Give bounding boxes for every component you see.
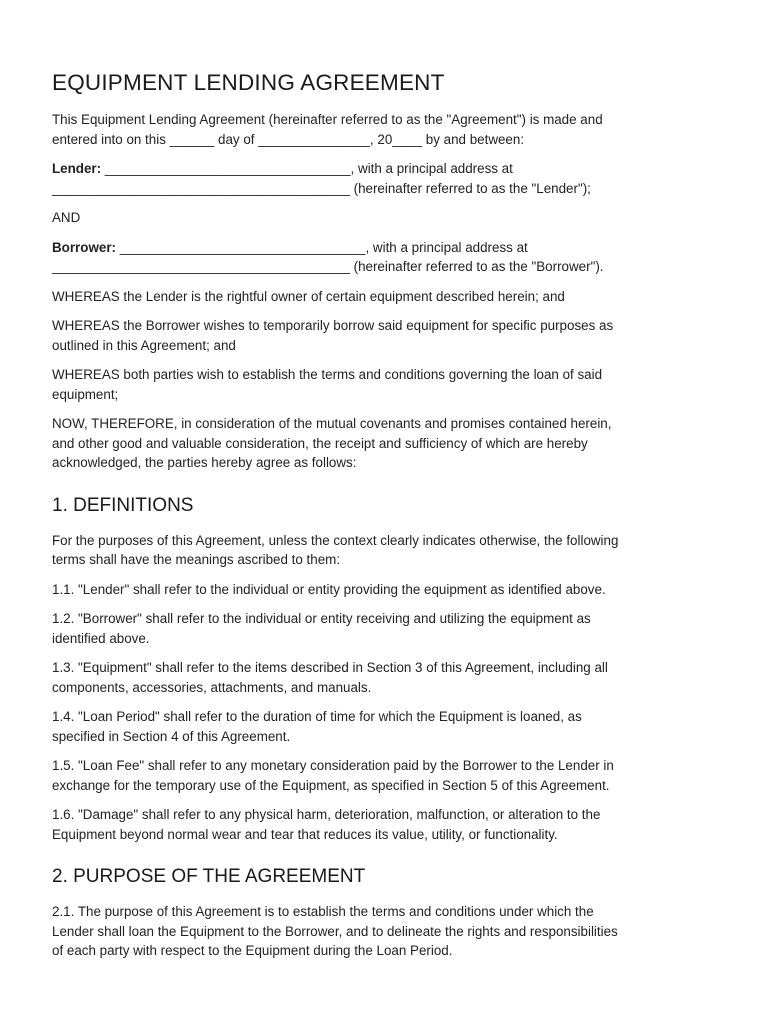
document-title: EQUIPMENT LENDING AGREEMENT [52,70,445,95]
definition-1-5 [52,756,730,795]
intro-paragraph [52,110,730,149]
whereas-3-line-1: WHEREAS both parties wish to establish the terms and conditions governing the loan of said [52,367,603,382]
purpose-2-1-line-1: 2.1. The purpose of this Agreement is to establish the terms and conditions under which the [52,904,594,919]
now-therefore-paragraph [52,414,730,473]
definition-1-3-line-2: components, accessories, attachments, and manuals. [52,679,372,695]
now-therefore-line-3: acknowledged, the parties hereby agree as follows: [52,455,357,470]
section-1-heading: 1. DEFINITIONS [52,494,194,516]
whereas-2-line-2: outlined in this Agreement; and [52,337,236,353]
now-therefore-line-1: NOW, THEREFORE, in consideration of the mutual covenants and promises contained herein, [52,416,612,431]
now-therefore-line-2: and other good and valuable consideration, the receipt and sufficiency of which are hereby [52,435,588,451]
purpose-2-1-line-3: of each party with respect to the Equipment during the Loan Period. [52,943,453,958]
definition-1-1 [52,580,730,600]
whereas-paragraph-2 [52,316,730,355]
borrower-label: Borrower: [52,239,116,255]
lender-label: Lender: [52,161,102,176]
section-1-intro [52,531,730,570]
definition-1-3-line-1: 1.3. "Equipment" shall refer to the items described in Section 3 of this Agreement, including all [52,660,608,675]
definition-1-2-line-2: identified above. [52,630,150,646]
definition-1-5-line-2: exchange for the temporary use of the Equipment, as specified in Section 5 of this Agreement. [52,777,610,793]
definition-1-2 [52,609,730,648]
definition-1-4-line-2: specified in Section 4 of this Agreement. [52,728,291,744]
whereas-3-line-2: equipment; [52,386,119,402]
definition-1-4-line-1: 1.4. "Loan Period" shall refer to the duration of time for which the Equipment is loaned, as [52,709,582,724]
definition-1-6-line-2: Equipment beyond normal wear and tear that reduces its value, utility, or functionality. [52,826,558,842]
whereas-paragraph-3 [52,365,730,404]
intro-line-1: This Equipment Lending Agreement (hereinafter referred to as the "Agreement") is made and [52,112,603,127]
definition-1-5-line-1: 1.5. "Loan Fee" shall refer to any monetary consideration paid by the Borrower to the Lender in [52,758,614,773]
definition-1-6-line-1: 1.6. "Damage" shall refer to any physical harm, deterioration, malfunction, or alteration to the [52,807,601,822]
purpose-2-1 [52,902,730,961]
and-text: AND [52,210,81,225]
whereas-1-line-1: WHEREAS the Lender is the rightful owner of certain equipment described herein; and [52,288,565,304]
definition-1-6 [52,805,730,844]
section-1-intro-line-2: terms shall have the meanings ascribed to them: [52,552,341,567]
section-2-heading: 2. PURPOSE OF THE AGREEMENT [52,866,366,887]
borrower-line-1: _________________________________, with a principal address at [116,239,528,255]
definition-1-1-line-1: 1.1. "Lender" shall refer to the individual or entity providing the equipment as identified above. [52,581,606,597]
definition-1-3 [52,658,730,697]
section-1-intro-line-1: For the purposes of this Agreement, unless the context clearly indicates otherwise, the following [52,532,619,548]
lender-paragraph [52,159,730,198]
borrower-line-2: ________________________________________ (hereinafter referred to as the "Borrower"). [52,259,604,274]
lender-line-1: _________________________________, with a principal address at [101,161,513,176]
intro-line-2: entered into on this ______ day of _______________, 20____ by and between: [52,131,525,147]
purpose-2-1-line-2: Lender shall loan the Equipment to the Borrower, and to delineate the rights and responsibilities [52,923,618,939]
definition-1-4 [52,707,730,746]
whereas-paragraph-1 [52,287,730,307]
whereas-2-line-1: WHEREAS the Borrower wishes to temporarily borrow said equipment for specific purposes as [52,318,614,333]
lender-line-2: ________________________________________ (hereinafter referred to as the "Lender"); [52,180,591,196]
definition-1-2-line-1: 1.2. "Borrower" shall refer to the individual or entity receiving and utilizing the equipment as [52,611,591,626]
borrower-paragraph [52,238,730,277]
